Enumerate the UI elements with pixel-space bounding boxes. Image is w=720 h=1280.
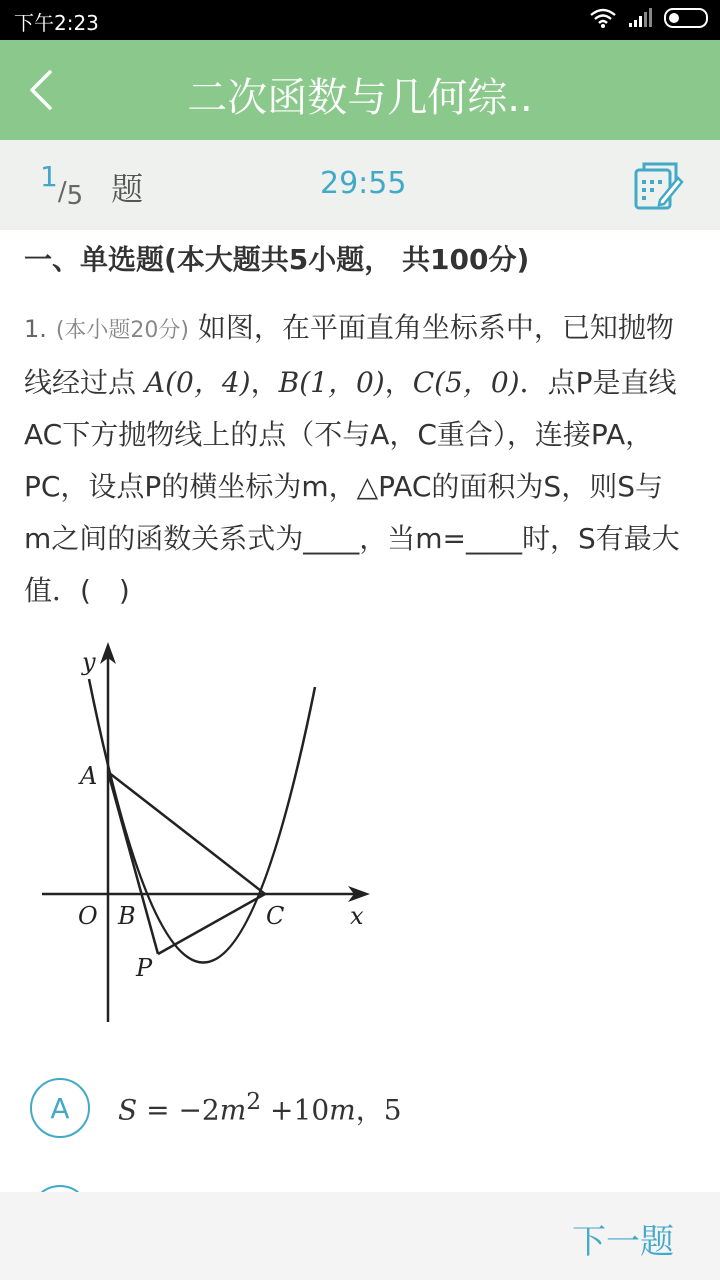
status-time: 下午2:23 [14, 11, 99, 35]
section-title: 一、单选题(本大题共5小题， 共100分) [24, 243, 530, 276]
option-a[interactable] [30, 1078, 402, 1138]
question-number: 1. [24, 315, 47, 343]
total-question-count: 5 [66, 181, 84, 211]
separator-1: ， [250, 366, 279, 399]
back-arrow-icon [18, 64, 70, 116]
question-text-part-2: ．点P是直线AC下方抛物线上的点（不与A，C重合），连接PA，PC，设点P的横坐标为m，△PAC的面积为S，则S与m之间的函数关系式为____，当m=____时，S有最大值．( ) [24, 366, 680, 607]
option-text [118, 1087, 402, 1128]
option-exponent: 2 [246, 1087, 262, 1116]
counter-slash: / [57, 177, 67, 207]
separator-2: ， [384, 366, 413, 399]
label-o: O [78, 902, 98, 930]
question-content[interactable] [0, 230, 720, 1192]
option-plus: +10 [261, 1093, 330, 1127]
label-a: A [80, 762, 98, 790]
label-b: B [118, 902, 136, 930]
option-b[interactable] [30, 1185, 90, 1192]
label-c: C [266, 902, 285, 930]
countdown-timer: 29:55 [320, 166, 407, 201]
segment-ac [108, 772, 265, 894]
next-question-button[interactable]: 下一题 [572, 1222, 674, 1262]
option-var-s: S [118, 1093, 138, 1127]
page-title: 二次函数与几何综.. [187, 75, 533, 121]
signal-icon [628, 8, 652, 28]
answer-sheet-icon [630, 158, 686, 214]
point-a: A(0，4) [144, 366, 251, 399]
option-rest: ，5 [355, 1093, 402, 1127]
point-b: B(1，0) [278, 366, 385, 399]
option-letter: A [30, 1078, 90, 1138]
question-counter [40, 160, 143, 211]
current-question-number: 1 [40, 160, 58, 193]
segment-pc [158, 894, 265, 954]
label-p: P [136, 954, 153, 982]
option-var-m-2: m [329, 1093, 356, 1127]
question-text [24, 302, 684, 617]
label-x: x [350, 902, 364, 930]
question-score: (本小题20分) [55, 318, 189, 343]
option-var-m: m [219, 1093, 247, 1127]
bottom-bar [0, 1192, 720, 1280]
question-text-part-1: 如图，在平面直角坐标系中，已知抛物线经过点 [24, 311, 674, 399]
title-bar [0, 40, 720, 140]
point-c: C(5，0) [412, 366, 520, 399]
answer-card-button[interactable] [630, 158, 686, 214]
battery-icon [664, 8, 708, 28]
option-eq: = −2 [137, 1093, 220, 1127]
parabola-figure [30, 642, 390, 1042]
label-y: y [82, 648, 96, 676]
status-icons [590, 8, 708, 28]
wifi-icon [590, 8, 616, 28]
back-button[interactable] [18, 64, 70, 116]
question-unit: 题 [111, 170, 144, 208]
status-bar [0, 0, 720, 40]
question-progress-bar [0, 140, 720, 230]
